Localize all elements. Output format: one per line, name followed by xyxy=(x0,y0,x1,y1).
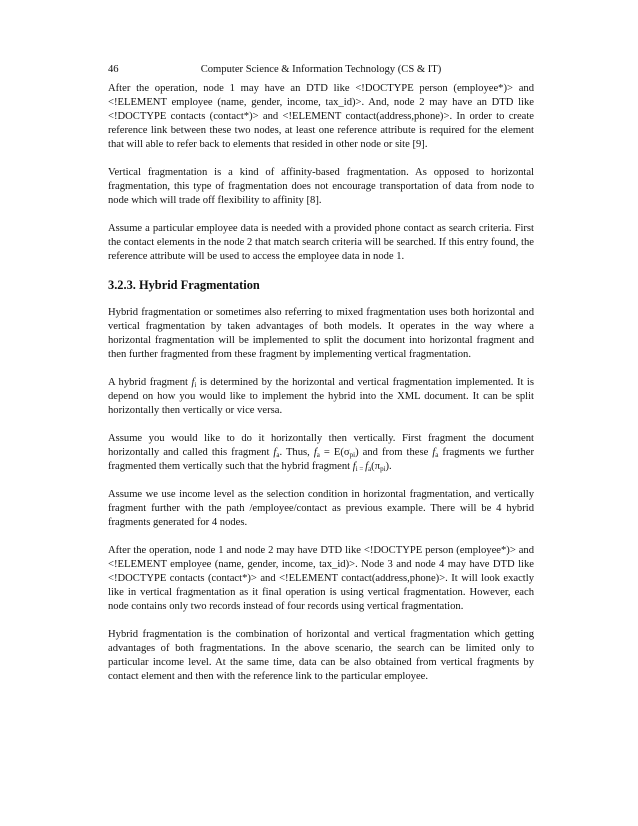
text-run: (π xyxy=(371,461,381,472)
text-run: = E(σ xyxy=(319,447,350,458)
text-run: A hybrid fragment xyxy=(108,377,192,388)
paragraph-hybrid-summary: Hybrid fragmentation is the combination of horizontal and vertical fragmentation which getting advantages of both fragmentations. In the above scenario, the search can be limited only to particular income level. At the same time, data can be also obtained from vertical fragments by contact element and then with the reference link to the particular employee. xyxy=(108,629,534,682)
math-symbol: f xyxy=(352,461,356,472)
text-run: is determined by the horizontal and vertical fragmentation implemented. It is depend on how you would like to implement the hybrid into the XML document. It can be split horizontally then vertically or vice versa. xyxy=(108,377,534,416)
paragraph-hybrid-intro: Hybrid fragmentation or sometimes also referring to mixed fragmentation uses both horizontal and vertical fragmentation by taken advantages of both models. It operates in the way where a horizontal fragmentation will be implemented to split the document into horizontal fragment and then further fragmented from these fragment by implementing vertical fragmentation. xyxy=(108,307,534,360)
page-number: 46 xyxy=(108,64,119,75)
math-subscript: a xyxy=(435,451,439,459)
math-subscript: pi xyxy=(349,451,356,459)
math-subscript: i = xyxy=(355,465,366,473)
paragraph-vertical-fragmentation: Vertical fragmentation is a kind of affinity-based fragmentation. As opposed to horizontal fragmentation, this type of fragmentation does not encourage transportation of data from node to node which will trade off flexibility to affinity [8]. xyxy=(108,167,534,206)
section-heading-hybrid-fragmentation: 3.2.3. Hybrid Fragmentation xyxy=(108,278,260,292)
paragraph-horizontal-then-vertical xyxy=(108,432,534,474)
text-run: ) and from these xyxy=(355,447,433,458)
text-run: fragments we further fragmented them vertically such that the hybrid fragment xyxy=(108,447,535,472)
math-subscript: a xyxy=(316,451,320,459)
math-symbol: f xyxy=(313,447,317,458)
math-symbol: f xyxy=(365,461,369,472)
paragraph-income-level-example: Assume we use income level as the selection condition in horizontal fragmentation, and vertically fragment further with the path /employee/contact as previous example. There will be 4 hybrid fragments generated for 4 nodes. xyxy=(108,489,534,528)
math-subscript: a xyxy=(368,465,372,473)
body-text xyxy=(108,82,534,698)
math-subscript: pi xyxy=(380,465,386,473)
math-symbol: f xyxy=(191,377,195,388)
paragraph-search-example: Assume a particular employee data is needed with a provided phone contact as search criteria. First the contact elements in the node 2 that match search criteria will be searched. If this entry found, the reference attribute will be used to access the employee data in node 1. xyxy=(108,223,534,262)
math-subscript: i xyxy=(194,381,197,389)
journal-title: Computer Science & Information Technology (CS & IT) xyxy=(200,64,442,75)
paragraph-hybrid-dtd-example: After the operation, node 1 and node 2 may have DTD like <!DOCTYPE person (employee*)> and <!ELEMENT employee (name, gender, income, tax_id)>. Node 3 and node 4 may have DTD like <!DOCTYPE contacts (contact*)> and <!ELEMENT contact(address,phone)>. It will look exactly like in vertical fragmentation as it final operation is using vertical fragmentation. However, each node contains only two records instead of four records using vertical fragmentation. xyxy=(108,545,534,612)
math-symbol: f xyxy=(273,447,277,458)
text-run: ). xyxy=(385,461,392,472)
paragraph-dtd-example: After the operation, node 1 may have an DTD like <!DOCTYPE person (employee*)> and <!ELEMENT employee (name, gender, income, tax_id)>. And, node 2 may have an DTD like <!DOCTYPE contacts (contact*)> and <!ELEMENT contact(address,phone)>. In order to create reference link between these two nodes, at least one reference attribute is required for the element that will able to refer back to elements that resided in other node or site [9]. xyxy=(108,83,534,150)
math-symbol: f xyxy=(432,447,436,458)
text-run: Assume you would like to do it horizontally then vertically. First fragment the document horizontally and called this fragment xyxy=(108,433,534,458)
text-run: . Thus, xyxy=(279,447,314,458)
running-header xyxy=(108,64,534,78)
paragraph-hybrid-fragment-definition xyxy=(108,376,534,418)
math-subscript: a xyxy=(276,451,280,459)
